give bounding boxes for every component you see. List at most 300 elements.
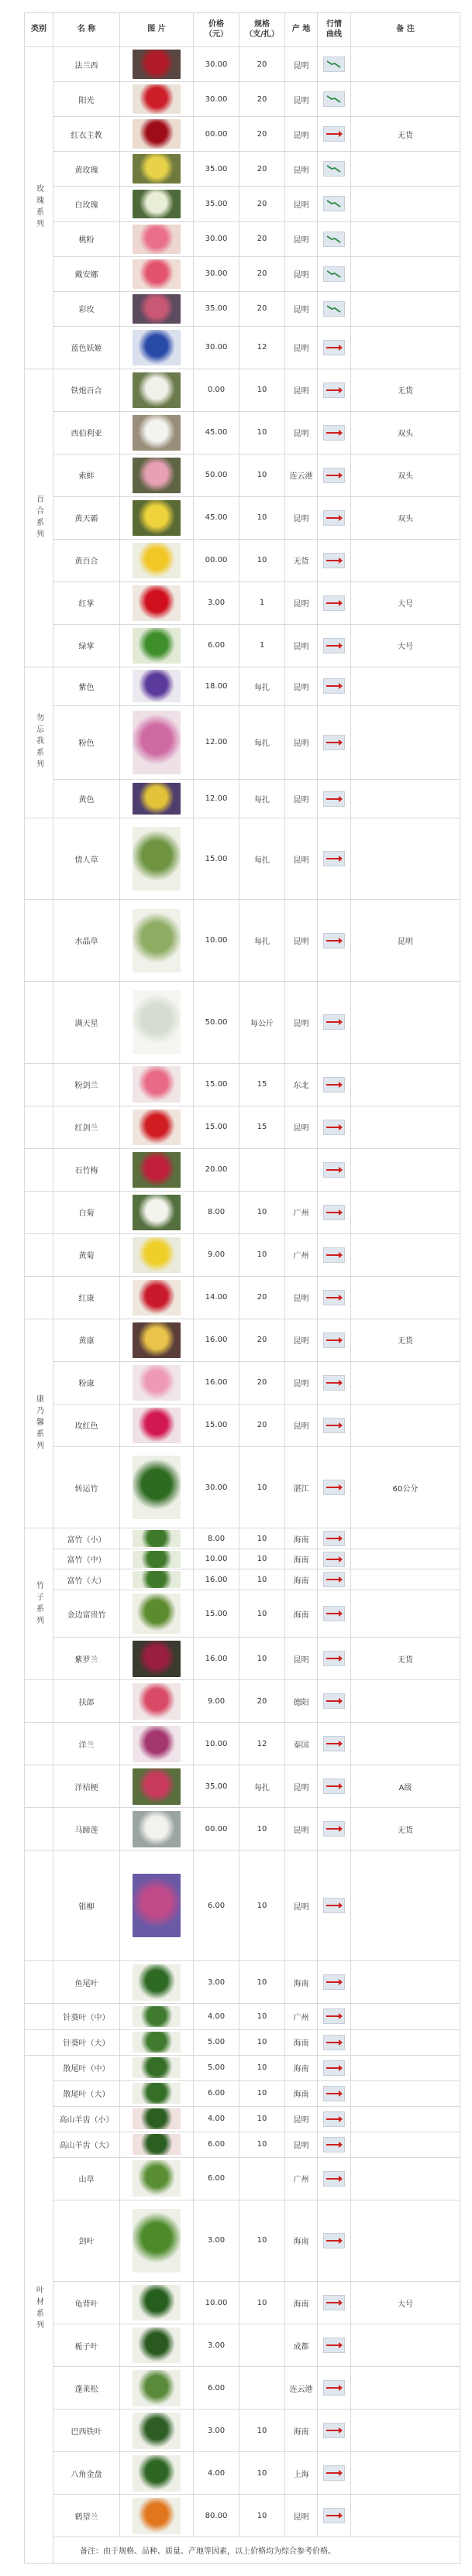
origin-value: 海南 — [285, 1961, 318, 2004]
remark-value: 大号 — [351, 581, 460, 624]
price-value: 50.00 — [194, 454, 239, 496]
table-row — [25, 496, 460, 539]
table-row — [25, 818, 460, 900]
product-name: 针葵叶（中） — [53, 2004, 120, 2029]
price-value: 6.00 — [194, 624, 239, 667]
spec-value: 20 — [239, 117, 285, 152]
category-cell: 竹子系列 — [25, 1528, 53, 1680]
spec-value: 20 — [239, 152, 285, 187]
trend-cell — [318, 256, 351, 291]
photo-cell — [120, 1446, 194, 1528]
trend-cell — [318, 369, 351, 411]
trend-cell — [318, 1851, 351, 1961]
origin-value: 昆明 — [285, 1851, 318, 1961]
product-name: 洋兰 — [53, 1723, 120, 1765]
spec-value: 15 — [239, 1063, 285, 1106]
spec-value: 10 — [239, 1446, 285, 1528]
product-name: 富竹（小） — [53, 1528, 120, 1549]
remark-value — [351, 705, 460, 780]
table-row — [25, 1404, 460, 1446]
price-value: 14.00 — [194, 1276, 239, 1319]
trend-cell — [318, 1446, 351, 1528]
header-price-line2: （元） — [205, 29, 228, 39]
trend-cell — [318, 2452, 351, 2495]
origin-value: 昆明 — [285, 221, 318, 256]
product-name: 黄玫瑰 — [53, 152, 120, 187]
origin-value: 德阳 — [285, 1680, 318, 1723]
photo-cell — [120, 1569, 194, 1590]
price-value: 16.00 — [194, 1319, 239, 1361]
flower-photo — [133, 1551, 181, 1568]
trend-flat-icon — [323, 1162, 345, 1178]
price-value: 6.00 — [194, 2080, 239, 2106]
photo-cell — [120, 1276, 194, 1319]
header-price-line1: 价格 — [208, 20, 224, 29]
origin-value: 昆明 — [285, 291, 318, 326]
trend-flat-icon — [323, 1693, 345, 1709]
remark-value — [351, 1680, 460, 1723]
trend-cell — [318, 82, 351, 117]
table-row — [25, 1961, 460, 2004]
trend-up-icon — [323, 91, 345, 107]
origin-value: 昆明 — [285, 1638, 318, 1680]
origin-value: 昆明 — [285, 1276, 318, 1319]
photo-cell — [120, 2055, 194, 2080]
trend-flat-icon — [323, 1552, 345, 1567]
trend-flat-icon — [323, 735, 345, 750]
table-row — [25, 117, 460, 152]
photo-cell — [120, 2410, 194, 2452]
origin-value: 昆明 — [285, 47, 318, 82]
trend-flat-icon — [323, 2086, 345, 2101]
spec-value: 20 — [239, 1680, 285, 1723]
table-row — [25, 82, 460, 117]
spec-value: 12 — [239, 1723, 285, 1765]
photo-cell — [120, 2080, 194, 2106]
product-name: 富竹（中） — [53, 1549, 120, 1569]
spec-value: 10 — [239, 2055, 285, 2080]
price-value: 12.00 — [194, 705, 239, 780]
origin-value: 海南 — [285, 2029, 318, 2055]
remark-value — [351, 1569, 460, 1590]
spec-value: 10 — [239, 454, 285, 496]
table-row — [25, 1680, 460, 1723]
table-row — [25, 2410, 460, 2452]
table-row — [25, 2055, 460, 2080]
table-row — [25, 705, 460, 780]
remark-value — [351, 2367, 460, 2410]
price-value: 6.00 — [194, 2157, 239, 2200]
price-value: 3.00 — [194, 1961, 239, 2004]
spec-value: 每扎 — [239, 818, 285, 900]
product-name: 绿掌 — [53, 624, 120, 667]
table-row — [25, 2452, 460, 2495]
table-row — [25, 1319, 460, 1361]
remark-value: A级 — [351, 1765, 460, 1808]
header-price — [194, 13, 239, 47]
flower-photo — [133, 670, 181, 702]
table-row — [25, 1549, 460, 1569]
flower-photo — [133, 2160, 181, 2196]
trend-cell — [318, 2080, 351, 2106]
product-name: 黄色 — [53, 780, 120, 818]
trend-flat-icon — [323, 595, 345, 611]
category-cell-empty — [25, 1808, 53, 1851]
origin-value: 昆明 — [285, 818, 318, 900]
flower-photo — [133, 330, 181, 365]
spec-value: 10 — [239, 369, 285, 411]
remark-value — [351, 1276, 460, 1319]
price-value: 80.00 — [194, 2495, 239, 2537]
flower-photo — [133, 1408, 181, 1443]
photo-cell — [120, 2495, 194, 2537]
origin-value: 昆明 — [285, 705, 318, 780]
remark-value: 无货 — [351, 1638, 460, 1680]
price-value: 9.00 — [194, 1680, 239, 1723]
category-cell-empty — [25, 982, 53, 1064]
trend-up-icon — [323, 57, 345, 72]
origin-value: 海南 — [285, 1528, 318, 1549]
product-name: 山草 — [53, 2157, 120, 2200]
product-name: 散尾叶（大） — [53, 2080, 120, 2106]
remark-value — [351, 2029, 460, 2055]
photo-cell — [120, 291, 194, 326]
remark-value — [351, 1233, 460, 1276]
product-name: 红掌 — [53, 581, 120, 624]
origin-value: 海南 — [285, 2282, 318, 2324]
category-cell-empty — [25, 2004, 53, 2029]
remark-value — [351, 82, 460, 117]
trend-flat-icon — [323, 1572, 345, 1587]
trend-flat-icon — [323, 1974, 345, 1990]
flower-photo — [133, 119, 181, 149]
flower-photo — [133, 2006, 181, 2028]
trend-cell — [318, 1276, 351, 1319]
table-row — [25, 624, 460, 667]
trend-flat-icon — [323, 933, 345, 948]
photo-cell — [120, 1063, 194, 1106]
table-row — [25, 1528, 460, 1549]
trend-flat-icon — [323, 2465, 345, 2481]
price-value: 20.00 — [194, 1148, 239, 1191]
product-name: 紫罗兰 — [53, 1638, 120, 1680]
trend-cell — [318, 2055, 351, 2080]
origin-value: 无货 — [285, 539, 318, 581]
table-row — [25, 1191, 460, 1233]
trend-flat-icon — [323, 2137, 345, 2152]
price-value: 16.00 — [194, 1638, 239, 1680]
table-row — [25, 369, 460, 411]
photo-cell — [120, 1723, 194, 1765]
photo-cell — [120, 326, 194, 369]
photo-cell — [120, 1549, 194, 1569]
photo-cell — [120, 2004, 194, 2029]
header-remark: 备 注 — [351, 13, 460, 47]
origin-value: 昆明 — [285, 152, 318, 187]
trend-flat-icon — [323, 2423, 345, 2438]
trend-flat-icon — [323, 1077, 345, 1092]
price-value: 30.00 — [194, 256, 239, 291]
flower-photo — [133, 1195, 181, 1230]
flower-photo — [133, 1768, 181, 1804]
trend-cell — [318, 818, 351, 900]
photo-cell — [120, 1961, 194, 2004]
photo-cell — [120, 1361, 194, 1404]
price-value: 00.00 — [194, 117, 239, 152]
trend-flat-icon — [323, 1014, 345, 1030]
trend-flat-icon — [323, 638, 345, 653]
origin-value: 昆明 — [285, 1404, 318, 1446]
remark-value — [351, 291, 460, 326]
remark-value: 昆明 — [351, 900, 460, 982]
price-value: 4.00 — [194, 2004, 239, 2029]
trend-cell — [318, 454, 351, 496]
table-row — [25, 1063, 460, 1106]
price-value: 45.00 — [194, 411, 239, 454]
flower-photo — [133, 1641, 181, 1676]
origin-value: 海南 — [285, 2410, 318, 2452]
remark-value — [351, 1590, 460, 1638]
origin-value: 湛江 — [285, 1446, 318, 1528]
product-name: 西伯利亚 — [53, 411, 120, 454]
table-row — [25, 1638, 460, 1680]
origin-value: 海南 — [285, 2055, 318, 2080]
remark-value — [351, 2157, 460, 2200]
spec-value: 10 — [239, 2004, 285, 2029]
flower-photo — [133, 1964, 181, 2000]
table-row — [25, 2282, 460, 2324]
trend-cell — [318, 1528, 351, 1549]
origin-value: 昆明 — [285, 82, 318, 117]
remark-value: 无货 — [351, 117, 460, 152]
price-value: 30.00 — [194, 326, 239, 369]
origin-value: 上海 — [285, 2452, 318, 2495]
trend-cell — [318, 581, 351, 624]
origin-value: 海南 — [285, 2200, 318, 2282]
trend-cell — [318, 2495, 351, 2537]
spec-value: 每扎 — [239, 1765, 285, 1808]
trend-cell — [318, 1961, 351, 2004]
trend-flat-icon — [323, 1205, 345, 1220]
trend-flat-icon — [323, 2295, 345, 2310]
remark-value — [351, 1528, 460, 1549]
trend-cell — [318, 2106, 351, 2132]
spec-value: 每扎 — [239, 900, 285, 982]
table-row — [25, 256, 460, 291]
flower-photo — [133, 1066, 181, 1102]
remark-value — [351, 1404, 460, 1446]
spec-value — [239, 1148, 285, 1191]
trend-up-icon — [323, 232, 345, 247]
origin-value: 昆明 — [285, 2132, 318, 2157]
photo-cell — [120, 1765, 194, 1808]
table-row — [25, 982, 460, 1064]
product-name: 散尾叶（中） — [53, 2055, 120, 2080]
flower-photo — [133, 2327, 181, 2363]
price-value: 10.00 — [194, 2282, 239, 2324]
table-row — [25, 326, 460, 369]
table-row — [25, 2157, 460, 2200]
spec-value: 12 — [239, 326, 285, 369]
photo-cell — [120, 982, 194, 1064]
remark-value — [351, 2495, 460, 2537]
header-spec — [239, 13, 285, 47]
trend-flat-icon — [323, 1120, 345, 1135]
product-name: 紫色 — [53, 667, 120, 706]
price-value: 8.00 — [194, 1528, 239, 1549]
table-header-row — [25, 13, 460, 47]
price-value: 35.00 — [194, 1765, 239, 1808]
price-value: 15.00 — [194, 1590, 239, 1638]
remark-value: 60公分 — [351, 1446, 460, 1528]
trend-cell — [318, 152, 351, 187]
spec-value: 1 — [239, 581, 285, 624]
flower-photo — [133, 783, 181, 815]
price-value: 15.00 — [194, 1063, 239, 1106]
category-cell-empty — [25, 1851, 53, 1961]
category-cell-empty — [25, 1191, 53, 1233]
spec-value: 10 — [239, 2495, 285, 2537]
photo-cell — [120, 1148, 194, 1191]
category-cell: 康乃馨系列 — [25, 1319, 53, 1528]
trend-flat-icon — [323, 340, 345, 355]
product-name: 金边富贵竹 — [53, 1590, 120, 1638]
price-value: 10.00 — [194, 1723, 239, 1765]
flower-photo — [133, 458, 181, 493]
trend-cell — [318, 291, 351, 326]
price-value: 00.00 — [194, 539, 239, 581]
price-value: 35.00 — [194, 187, 239, 221]
trend-cell — [318, 539, 351, 581]
price-value: 0.00 — [194, 369, 239, 411]
product-name: 红衣主教 — [53, 117, 120, 152]
table-row — [25, 539, 460, 581]
origin-value: 昆明 — [285, 411, 318, 454]
photo-cell — [120, 1590, 194, 1638]
price-value: 15.00 — [194, 1106, 239, 1148]
spec-value: 20 — [239, 1361, 285, 1404]
flower-photo — [133, 543, 181, 578]
origin-value: 昆明 — [285, 1765, 318, 1808]
origin-value: 昆明 — [285, 624, 318, 667]
photo-cell — [120, 221, 194, 256]
product-name: 水晶草 — [53, 900, 120, 982]
trend-flat-icon — [323, 126, 345, 142]
category-cell-empty — [25, 1961, 53, 2004]
trend-flat-icon — [323, 1821, 345, 1837]
origin-value: 海南 — [285, 2080, 318, 2106]
price-value: 3.00 — [194, 2410, 239, 2452]
table-row — [25, 411, 460, 454]
trend-flat-icon — [323, 1736, 345, 1751]
trend-flat-icon — [323, 1375, 345, 1391]
product-name: 黄百合 — [53, 539, 120, 581]
origin-value: 昆明 — [285, 256, 318, 291]
table-row — [25, 152, 460, 187]
trend-cell — [318, 2367, 351, 2410]
origin-value: 昆明 — [285, 2495, 318, 2537]
spec-value: 10 — [239, 1961, 285, 2004]
header-trend-line2: 曲线 — [326, 29, 342, 39]
product-name: 情人草 — [53, 818, 120, 900]
trend-flat-icon — [323, 2338, 345, 2353]
table-row — [25, 2132, 460, 2157]
price-value: 12.00 — [194, 780, 239, 818]
spec-value: 每扎 — [239, 705, 285, 780]
category-cell: 叶材系列 — [25, 2055, 53, 2563]
trend-cell — [318, 326, 351, 369]
photo-cell — [120, 539, 194, 581]
trend-flat-icon — [323, 2111, 345, 2127]
product-name: 巴西铁叶 — [53, 2410, 120, 2452]
trend-flat-icon — [323, 2035, 345, 2050]
remark-value — [351, 2055, 460, 2080]
table-row — [25, 2324, 460, 2367]
table-row — [25, 1808, 460, 1851]
trend-flat-icon — [323, 1779, 345, 1794]
spec-value: 20 — [239, 1404, 285, 1446]
remark-value — [351, 2106, 460, 2132]
trend-cell — [318, 1549, 351, 1569]
price-value: 30.00 — [194, 82, 239, 117]
product-name: 红剑兰 — [53, 1106, 120, 1148]
remark-value — [351, 2132, 460, 2157]
photo-cell — [120, 705, 194, 780]
product-name: 粉康 — [53, 1361, 120, 1404]
flower-photo — [133, 1811, 181, 1847]
trend-cell — [318, 2282, 351, 2324]
product-name: 富竹（大） — [53, 1569, 120, 1590]
flower-photo — [133, 372, 181, 408]
category-cell-empty — [25, 818, 53, 900]
photo-cell — [120, 780, 194, 818]
origin-value: 昆明 — [285, 900, 318, 982]
trend-cell — [318, 187, 351, 221]
flower-photo — [133, 1683, 181, 1719]
table-row — [25, 1590, 460, 1638]
table-row — [25, 2495, 460, 2537]
spec-value: 10 — [239, 539, 285, 581]
origin-value: 海南 — [285, 1549, 318, 1569]
category-cell-empty — [25, 1723, 53, 1765]
trend-flat-icon — [323, 1333, 345, 1348]
photo-cell — [120, 1191, 194, 1233]
trend-flat-icon — [323, 1898, 345, 1913]
photo-cell — [120, 411, 194, 454]
trend-flat-icon — [323, 2380, 345, 2396]
product-name: 龟背叶 — [53, 2282, 120, 2324]
product-name: 鱼尾叶 — [53, 1961, 120, 2004]
photo-cell — [120, 496, 194, 539]
origin-value: 昆明 — [285, 369, 318, 411]
product-name: 石竹梅 — [53, 1148, 120, 1191]
trend-cell — [318, 1808, 351, 1851]
photo-cell — [120, 2324, 194, 2367]
spec-value: 15 — [239, 1106, 285, 1148]
trend-cell — [318, 1063, 351, 1106]
origin-value: 海南 — [285, 1590, 318, 1638]
trend-up-icon — [323, 161, 345, 177]
photo-cell — [120, 2452, 194, 2495]
origin-value: 昆明 — [285, 780, 318, 818]
flower-photo — [133, 2032, 181, 2053]
photo-cell — [120, 2132, 194, 2157]
trend-cell — [318, 1590, 351, 1638]
price-value: 15.00 — [194, 1404, 239, 1446]
flower-photo — [133, 2498, 181, 2533]
product-name: 针葵叶（大） — [53, 2029, 120, 2055]
price-value: 3.00 — [194, 2200, 239, 2282]
